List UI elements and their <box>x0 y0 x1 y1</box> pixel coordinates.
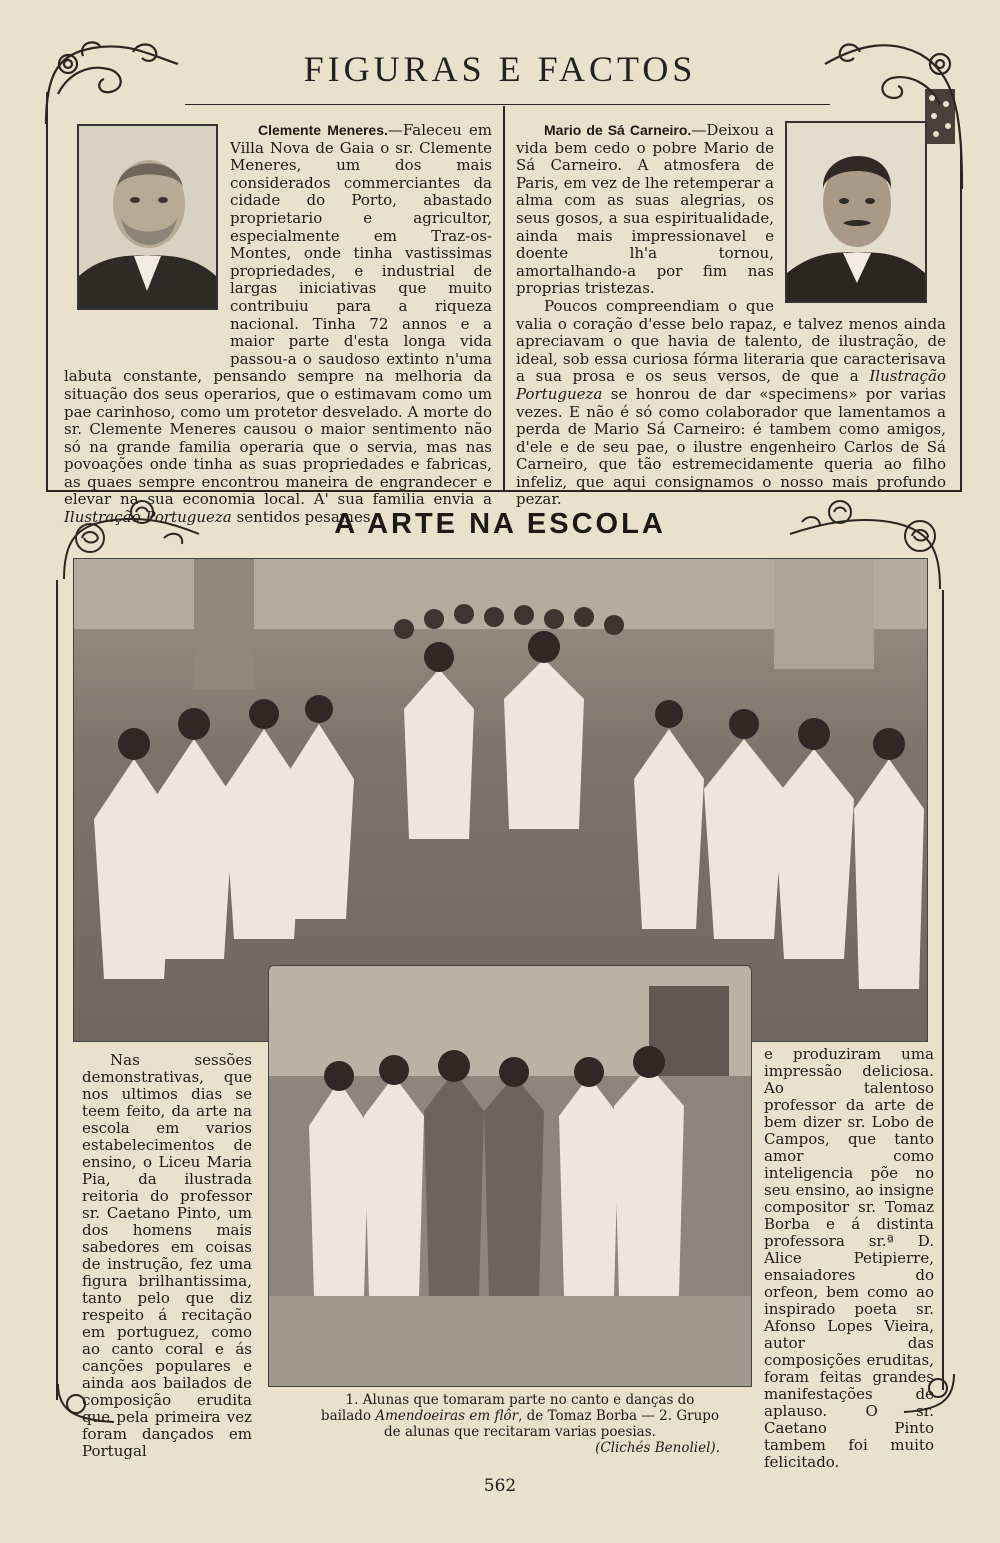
caption-part-a: 1. Alunas que tomaram parte no canto e danças do bailado <box>320 1392 695 1424</box>
top-frame-left-rule <box>46 92 48 492</box>
bottom-left-ornament <box>54 1380 124 1430</box>
carneiro-italic-title: Ilustração Portugueza <box>516 367 946 403</box>
section-left-rule <box>56 580 58 1400</box>
caption-part-b: , de Tomaz Borba — 2. Grupo de alunas que recitaram varias poesias. <box>384 1408 720 1440</box>
page-number: 562 <box>483 1476 517 1496</box>
carneiro-p2b: se honrou de dar «specimens» por varias vezes. E não é só como colaborador que lamentamos a perda de Mario Sá Carneiro: é tambem como amigos, d'ele e de seu pae, o ilustre engenheiro Carlos de Sá Carneiro, que tão estremecidamente queria ao filho infeliz, que aqui consignamos o nosso mais profundo pezar. <box>516 384 946 509</box>
meneres-italic-title: Ilustração Portugueza <box>64 508 232 527</box>
section-title: A ARTE NA ESCOLA <box>334 508 666 540</box>
carneiro-p2a: Poucos compreendiam o que valia o coração d'esse belo rapaz, e talvez menos ainda apreciavam o que havia de talento, de ilustração, de ideal, sob essa curiosa fórma literaria que caracterisava a sua prosa e os seus versos, de que a <box>516 296 946 386</box>
column-divider <box>503 106 505 492</box>
page-title: FIGURAS E FACTOS <box>303 49 697 89</box>
section-left-paragraph: Nas sessões demonstrativas, que nos ultimos dias se teem feito, da arte na escola em varios estabelecimentos de ensino, o Liceu Maria Pia, da ilustrada reitoria do professor sr. Caetano Pinto, um dos homens mais sabedores em coisas de instrução, fez uma figura brilhantissima, tanto pelo que diz respeito á recitação em portuguez, como ao canto coral e ás canções populares e ainda aos bailados de composição erudita que pela primeira vez foram dançados em Portugal <box>82 1051 252 1460</box>
section-right-rule <box>942 590 944 1390</box>
carneiro-obituary <box>516 122 946 509</box>
carneiro-name: Mario de Sá Carneiro. <box>544 122 692 138</box>
meneres-end: sentidos pesames. <box>231 508 376 527</box>
top-frame-right-rule <box>960 150 962 492</box>
photo-recitation-group <box>268 965 752 1387</box>
top-frame-rule <box>185 104 830 105</box>
meneres-name: Clemente Meneres. <box>258 122 388 138</box>
caption-italic: Amendoeiras em flôr <box>375 1408 519 1424</box>
photo-caption <box>320 1392 720 1456</box>
meneres-portrait-wrap <box>64 122 230 362</box>
meneres-obituary <box>64 122 492 527</box>
photo-credit: (Clichés Benoliel). <box>595 1440 720 1456</box>
carneiro-portrait-wrap <box>774 122 946 300</box>
meneres-body: —Faleceu em Villa Nova de Gaia o sr. Clemente Meneres, um dos mais considerados commerciantes da cidade do Porto, abastado proprietario e agricultor, especialmente em Traz-os-Montes, onde tinha vastissimas propriedades, e industrial de largas iniciativas que muito contribuiu para a riqueza nacional. Tinha 72 annos e a maior parte d'esta longa vida passou-a o saudoso extinto n'uma labuta constante, pensando sempre na melhoria da situação dos seus operarios, que o estimavam como um pae carinhoso, como um protetor desvelado. A morte do sr. Clemente Meneres causou o maior sentimento não só na grande familia operaria que o servia, mas nas povoações onde tinha as suas propriedades e fabricas, as quaes sempre encontrou maneira de engrandecer e elevar na sua economia local. A' sua familia envia a <box>64 121 492 509</box>
bottom-right-ornament <box>900 1370 960 1420</box>
carneiro-p1: —Deixou a vida bem cedo o pobre Mario de Sá Carneiro. A atmosfera de Paris, em vez de lhe retemperar a alma com as suas alegrias, os seus gosos, a sua espiritualidade, ainda mais impressionavel e doente lh'a tornou, amortalhando-a por fim nas proprias tristezas. <box>516 121 774 298</box>
section-right-paragraph: e produziram uma impressão deliciosa. Ao talentoso professor da arte de bem dizer sr. Lobo de Campos, que tanto amor como inteligencia põe no seu ensino, ao insigne compositor sr. Tomaz Borba e á distinta professora sr.ª D. Alice Petipierre, ensaiadores do orfeon, bem como ao inspirado poeta sr. Afonso Lopes Vieira, autor das composições eruditas, foram feitas grandes manifestações de aplauso. O sr. Caetano Pinto tambem foi muito felicitado. <box>764 1045 934 1471</box>
